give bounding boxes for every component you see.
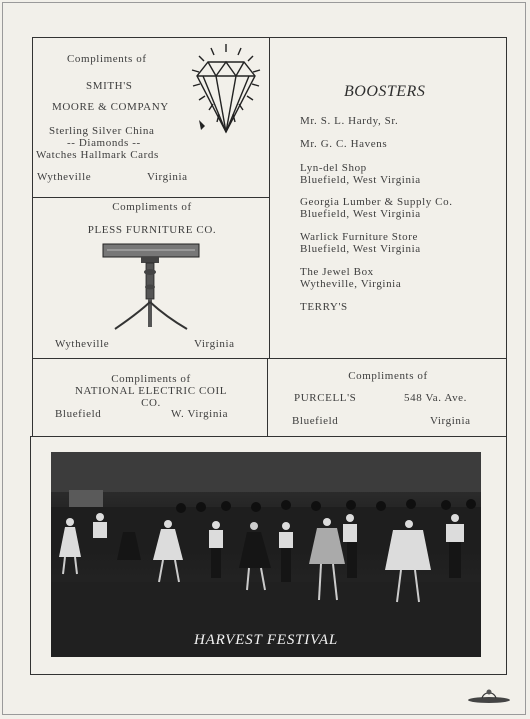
smiths-line4: -- Diamonds -- xyxy=(67,137,141,149)
smiths-state: Virginia xyxy=(147,171,188,183)
pless-city: Wytheville xyxy=(55,338,110,350)
pless-ad xyxy=(32,197,270,359)
table-icon xyxy=(101,242,203,332)
national-name-line2: CO. xyxy=(141,397,161,409)
national-compliments: Compliments of xyxy=(111,373,191,385)
booster-5-line1: Warlick Furniture Store xyxy=(300,231,418,243)
smiths-name-line2: MOORE & COMPANY xyxy=(52,101,169,113)
booster-4-line2: Bluefield, West Virginia xyxy=(300,208,421,220)
pless-name: PLESS FURNITURE CO. xyxy=(87,224,217,236)
dancers-image xyxy=(51,452,481,657)
boosters-panel xyxy=(269,37,507,359)
purcells-state: Virginia xyxy=(430,415,471,427)
purcells-city: Bluefield xyxy=(292,415,339,427)
booster-6-line1: The Jewel Box xyxy=(300,266,374,278)
booster-7-line1: TERRY'S xyxy=(300,301,348,313)
national-name-line1: NATIONAL ELECTRIC COIL xyxy=(74,385,228,397)
harvest-festival-photo xyxy=(51,452,481,657)
booster-5-line2: Bluefield, West Virginia xyxy=(300,243,421,255)
booster-6-line2: Wytheville, Virginia xyxy=(300,278,402,290)
purcells-ad xyxy=(267,358,507,437)
diamond-icon xyxy=(183,40,269,144)
smiths-ad xyxy=(32,37,270,198)
booster-4-line1: Georgia Lumber & Supply Co. xyxy=(300,196,453,208)
purcells-address: 548 Va. Ave. xyxy=(404,392,468,404)
booster-1-line1: Mr. S. L. Hardy, Sr. xyxy=(300,115,399,127)
publisher-logo xyxy=(466,687,512,705)
pless-state: Virginia xyxy=(194,338,235,350)
smiths-line5: Watches Hallmark Cards xyxy=(36,149,159,161)
boosters-title: BOOSTERS xyxy=(344,83,426,100)
national-ad xyxy=(32,358,268,437)
purcells-name: PURCELL'S xyxy=(294,392,357,404)
smiths-name-line1: SMITH'S xyxy=(86,80,133,92)
purcells-compliments: Compliments of xyxy=(348,370,428,382)
pless-compliments: Compliments of xyxy=(112,201,192,213)
national-state: W. Virginia xyxy=(171,408,229,420)
booster-3-line1: Lyn-del Shop xyxy=(300,162,367,174)
smiths-compliments: Compliments of xyxy=(67,53,147,65)
booster-3-line2: Bluefield, West Virginia xyxy=(300,174,421,186)
photo-caption: HARVEST FESTIVAL xyxy=(193,632,339,648)
booster-2-line1: Mr. G. C. Havens xyxy=(300,138,388,150)
smiths-line3: Sterling Silver China xyxy=(49,125,155,137)
national-city: Bluefield xyxy=(55,408,102,420)
smiths-city: Wytheville xyxy=(37,171,92,183)
